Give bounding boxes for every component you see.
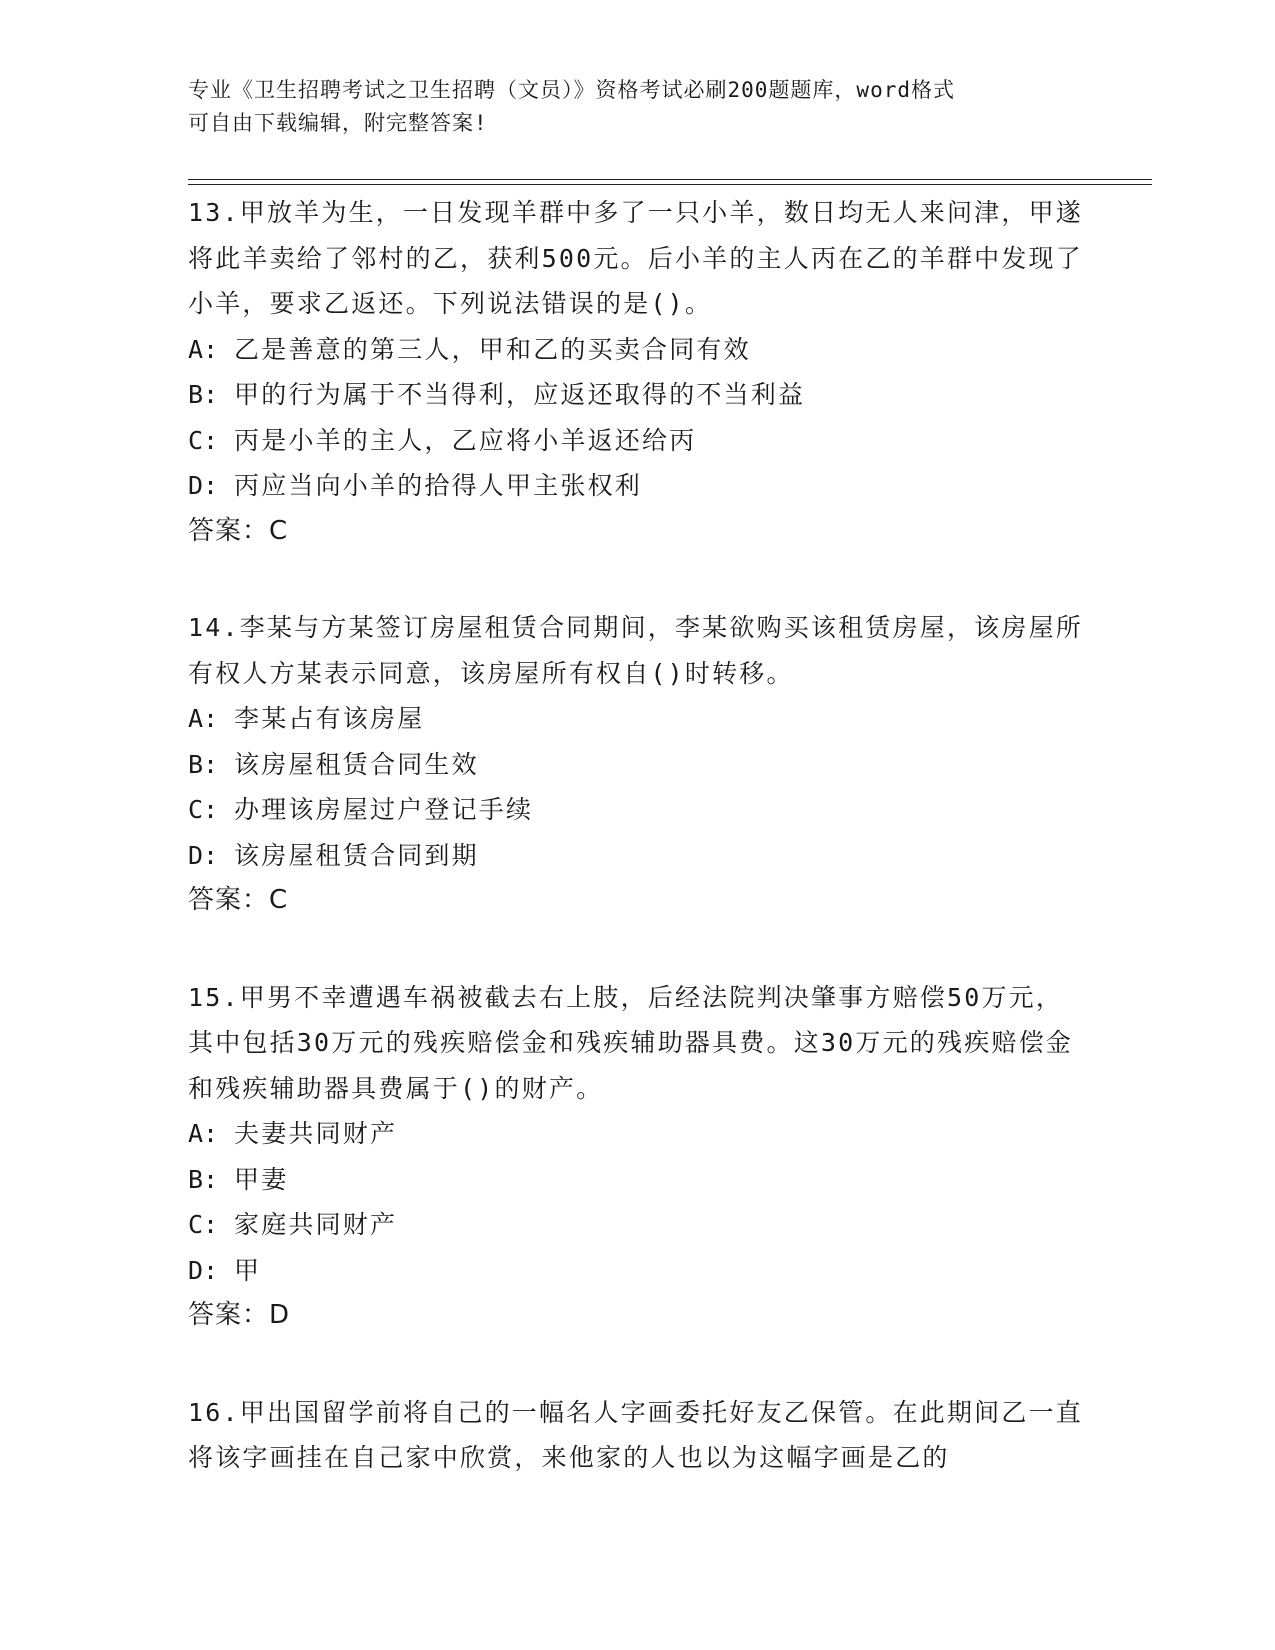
option-text: 乙是善意的第三人，甲和乙的买卖合同有效 bbox=[234, 334, 751, 364]
option-text: 李某占有该房屋 bbox=[234, 704, 425, 733]
option-key: A: bbox=[188, 1119, 219, 1148]
header-line-1: 专业《卫生招聘考试之卫生招聘（文员）》资格考试必刷200题题库，word格式 bbox=[188, 78, 955, 102]
question-text bbox=[188, 975, 1088, 1112]
option-c bbox=[188, 418, 1088, 464]
question-stem: 李某与方某签订房屋租赁合同期间，李某欲购买该租赁房屋，该房屋所有权人方某表示同意，该房屋所有权自()时转移。 bbox=[188, 613, 1083, 688]
answer-line bbox=[188, 509, 1088, 555]
option-c bbox=[188, 787, 1088, 833]
option-key: B: bbox=[188, 1164, 219, 1194]
header-rule-top bbox=[188, 179, 1152, 180]
answer-line bbox=[188, 1293, 1088, 1339]
question-number: 15. bbox=[188, 982, 240, 1012]
option-a bbox=[188, 327, 1088, 373]
answer-value: C bbox=[269, 515, 289, 546]
option-key: C: bbox=[188, 425, 219, 455]
option-key: B: bbox=[188, 749, 219, 779]
option-a bbox=[188, 1111, 1088, 1157]
option-text: 甲 bbox=[234, 1255, 262, 1285]
question-15 bbox=[188, 975, 1088, 1339]
option-text: 甲的行为属于不当得利，应返还取得的不当利益 bbox=[234, 380, 806, 409]
option-key: B: bbox=[188, 380, 219, 409]
question-16 bbox=[188, 1390, 1088, 1481]
option-key: D: bbox=[188, 1255, 219, 1285]
question-14 bbox=[188, 605, 1088, 924]
option-a bbox=[188, 696, 1088, 742]
option-key: D: bbox=[188, 840, 219, 870]
question-stem: 甲出国留学前将自己的一幅名人字画委托好友乙保管。在此期间乙一直将该字画挂在自己家中欣赏，来他家的人也以为这幅字画是乙的 bbox=[188, 1397, 1083, 1472]
option-d bbox=[188, 1248, 1088, 1294]
question-stem: 甲男不幸遭遇车祸被截去右上肢，后经法院判决肇事方赔偿50万元，其中包括30万元的残疾赔偿金和残疾辅助器具费。这30万元的残疾赔偿金和残疾辅助器具费属于()的财产。 bbox=[188, 982, 1074, 1103]
answer-value: D bbox=[269, 1300, 291, 1330]
document-header bbox=[188, 74, 1088, 140]
question-text bbox=[188, 1390, 1088, 1481]
option-d bbox=[188, 833, 1088, 879]
question-number: 13. bbox=[188, 198, 240, 227]
header-rule-bottom bbox=[188, 184, 1152, 185]
question-text bbox=[188, 190, 1088, 327]
option-text: 丙是小羊的主人，乙应将小羊返还给丙 bbox=[234, 425, 697, 455]
option-text: 夫妻共同财产 bbox=[234, 1119, 398, 1148]
option-key: C: bbox=[188, 795, 219, 824]
header-line-2: 可自由下载编辑，附完整答案! bbox=[188, 111, 488, 135]
option-text: 甲妻 bbox=[234, 1164, 289, 1194]
answer-line bbox=[188, 878, 1088, 924]
question-list bbox=[188, 190, 1088, 1532]
question-number: 14. bbox=[188, 613, 240, 642]
option-d bbox=[188, 463, 1088, 509]
option-text: 该房屋租赁合同到期 bbox=[234, 840, 479, 870]
question-number: 16. bbox=[188, 1397, 240, 1427]
option-b bbox=[188, 742, 1088, 788]
option-key: C: bbox=[188, 1210, 219, 1239]
answer-label: 答案： bbox=[188, 1300, 270, 1330]
question-13 bbox=[188, 190, 1088, 554]
option-text: 丙应当向小羊的拾得人甲主张权利 bbox=[234, 471, 643, 500]
answer-label: 答案： bbox=[188, 515, 270, 546]
option-b bbox=[188, 1157, 1088, 1203]
option-key: A: bbox=[188, 334, 219, 364]
question-text bbox=[188, 605, 1088, 696]
option-c bbox=[188, 1202, 1088, 1248]
option-key: D: bbox=[188, 471, 219, 500]
answer-value: C bbox=[269, 885, 289, 915]
answer-label: 答案： bbox=[188, 885, 270, 915]
option-text: 办理该房屋过户登记手续 bbox=[234, 795, 534, 824]
question-stem: 甲放羊为生，一日发现羊群中多了一只小羊，数日均无人来问津，甲遂将此羊卖给了邻村的乙，获利500元。后小羊的主人丙在乙的羊群中发现了小羊，要求乙返还。下列说法错误的是()。 bbox=[188, 198, 1083, 318]
option-text: 家庭共同财产 bbox=[234, 1210, 398, 1239]
option-b bbox=[188, 372, 1088, 418]
option-text: 该房屋租赁合同生效 bbox=[234, 749, 479, 779]
option-key: A: bbox=[188, 704, 219, 733]
